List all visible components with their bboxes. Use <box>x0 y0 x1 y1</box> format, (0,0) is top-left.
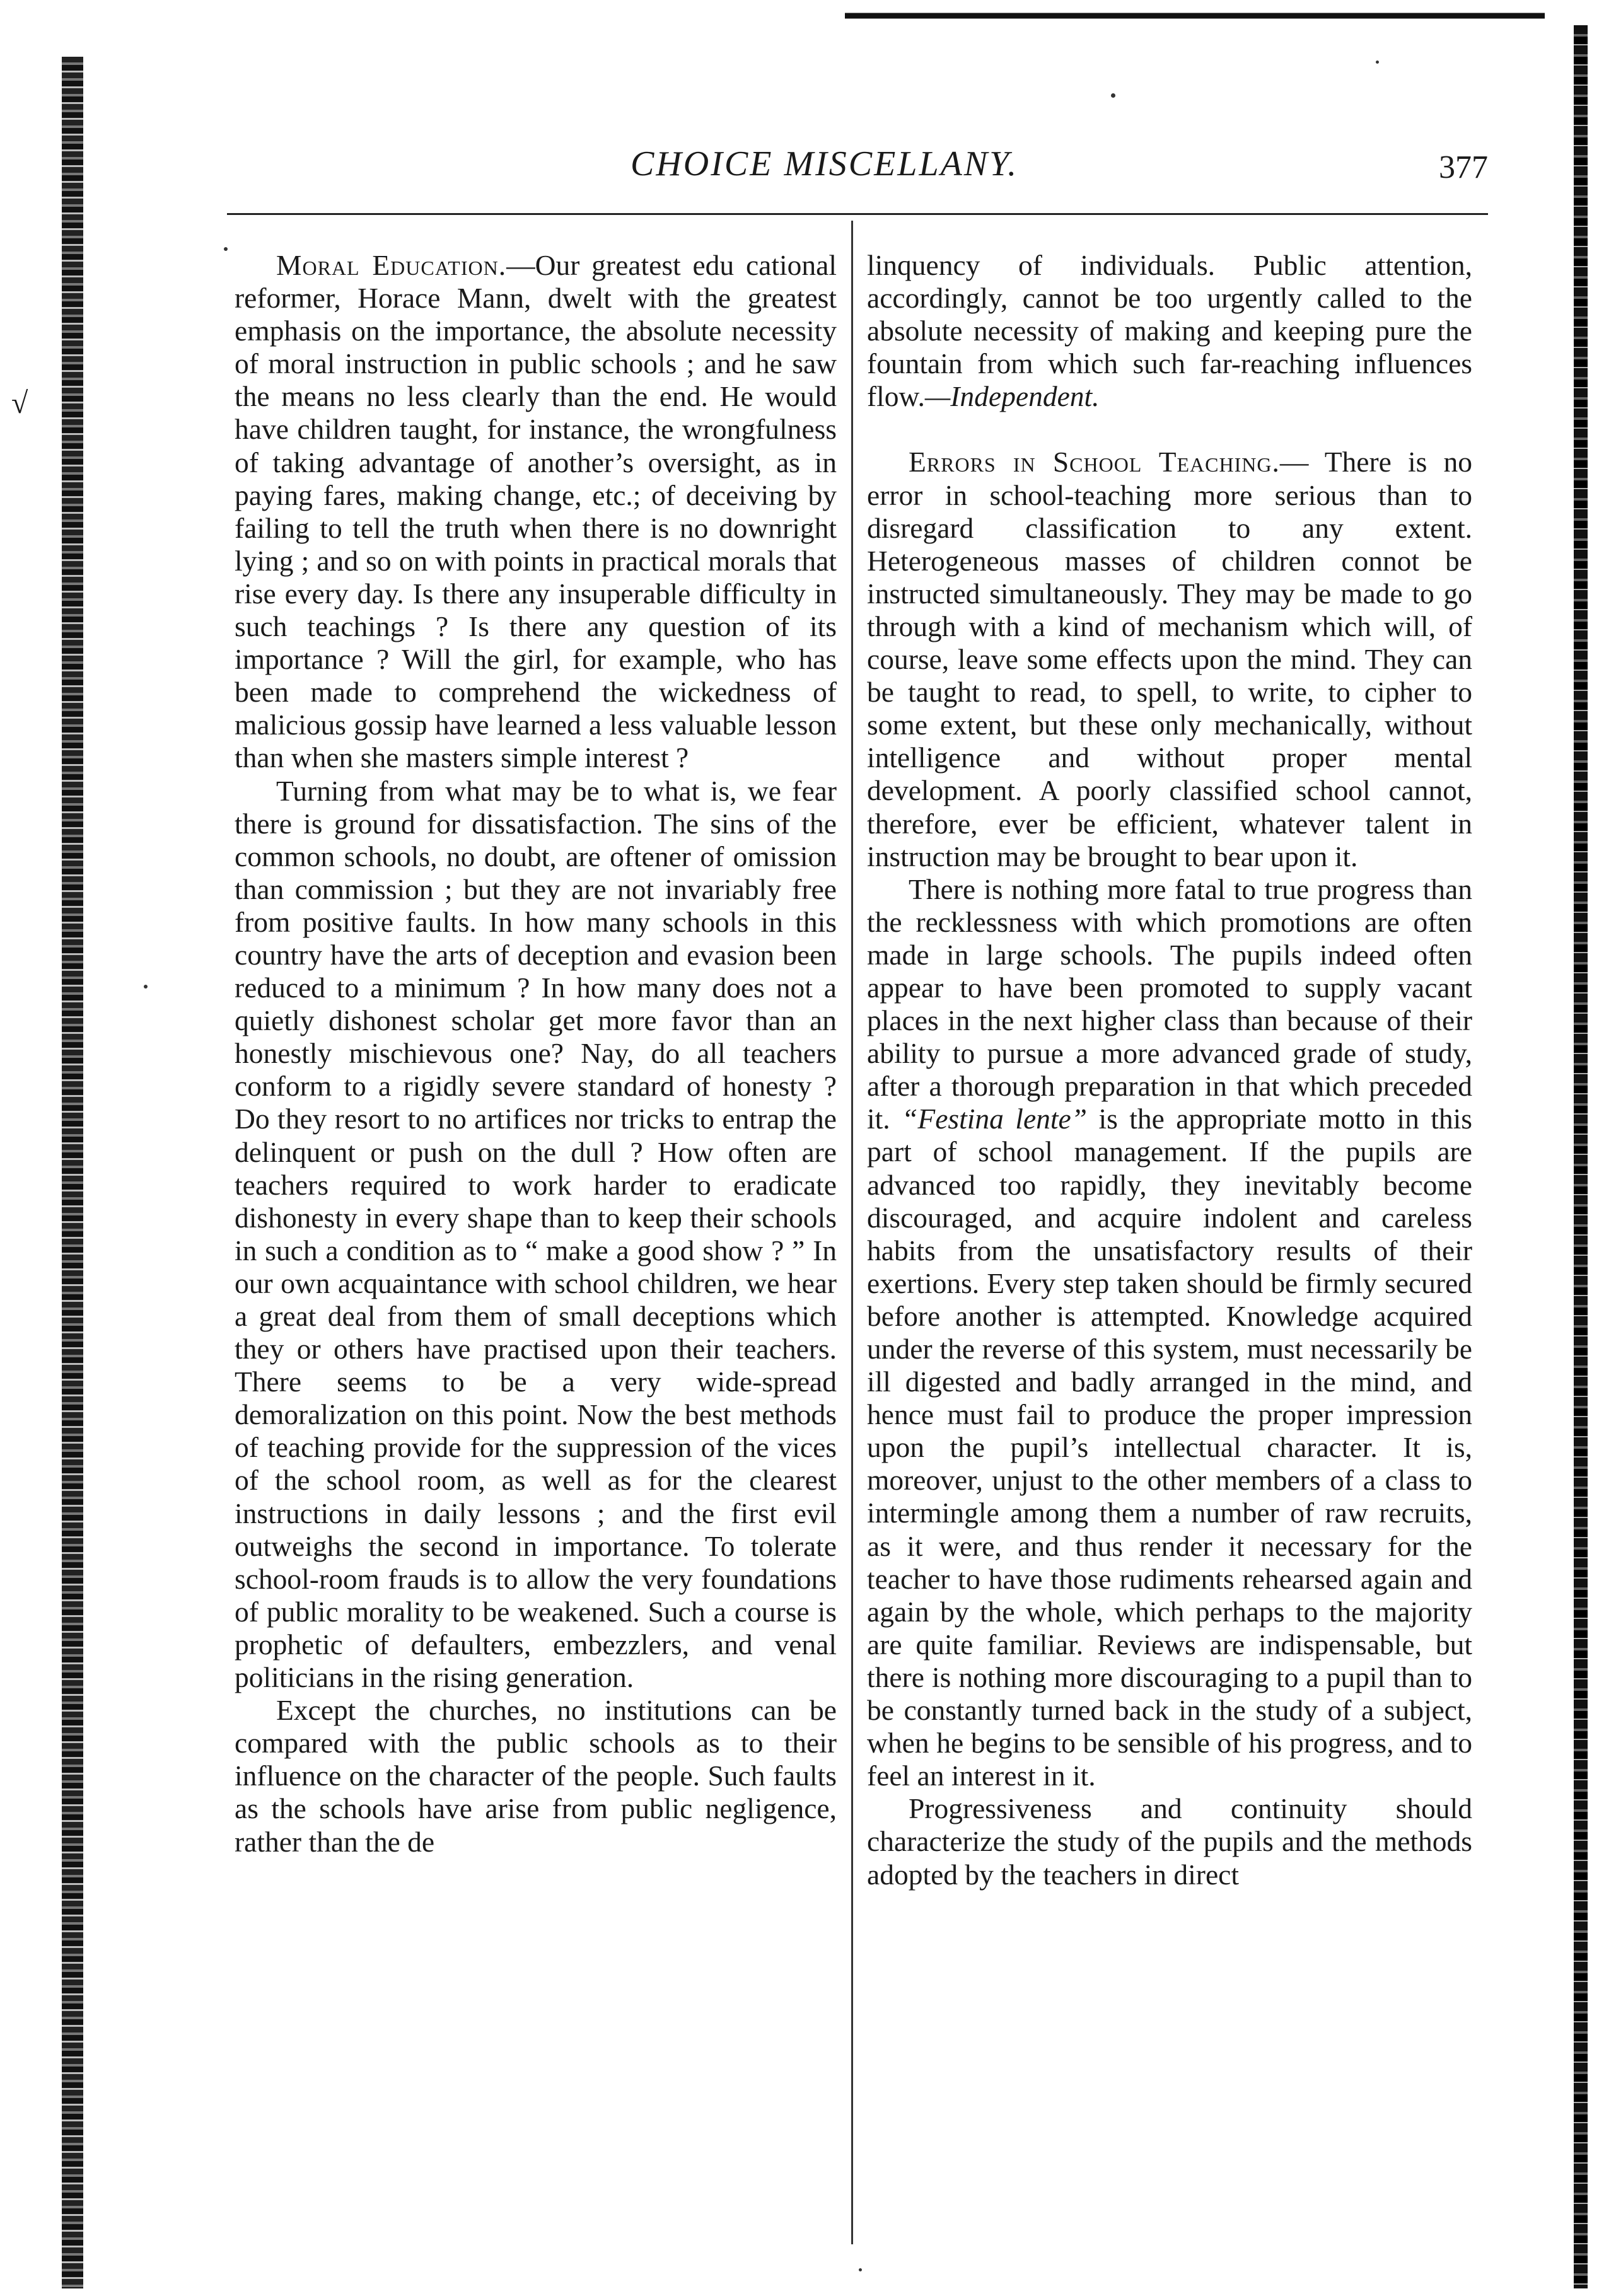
paragraph-text: — There is no error in school-teaching more serious than to disregard classification to any extent. Heterogeneous masses of children connot be instructed simultaneously. They may be made to go through with a kind of mechanism which will, of course, leave some effects upon the mind. They can be taught to read, to spell, to write, to cipher to some extent, but these only mechanically, without intelligence and without proper mental development. A poorly classified school cannot, therefore, ever be efficient, whatever talent in instruction may be brought to bear upon it. <box>867 446 1472 873</box>
margin-check-mark: √ <box>11 386 28 420</box>
left-column <box>235 249 837 1858</box>
paragraph-text: is the appropriate motto in this part of school management. If the pupils are advanced too rapidly, they inevitably become discouraged, and acquire indolent and careless habits from the unsatisfactory results of their exertions. Every step taken should be firmly secured before another is attempted. Knowledge acquired under the reverse of this system, must necessarily be ill digested and badly arranged in the mind, and hence must fail to produce the proper impression upon the pupil’s intellectual character. It is, moreover, unjust to the other members of a class to intermingle among them a number of raw recruits, as it were, and thus render it necessary for the teacher to have those rudiments rehearsed again and again by the whole, which perhaps to the majority are quite familiar. Reviews are indispensable, but there is nothing more discouraging to a pupil than to be constantly turned back in the study of a subject, when he begins to be sensible of his progress, and to feel an interest in it. <box>867 1103 1472 1792</box>
paragraph-text: There is nothing more fatal to true progress than the recklessness with which promotions are often made in large schools. The pupils indeed often appear to have been promoted to supply vacant places in the next higher class than because of their ability to pursue a more advanced grade of study, after a thorough preparation in that which preceded it. <box>867 873 1472 1135</box>
right-binding-edge <box>1574 25 1588 2288</box>
paragraph: Turning from what may be to what is, we fear there is ground for dissatisfaction. The sins of the common schools, no doubt, are oftener of omission than commission ; but they are not invariably free from positive faults. In how many schools in this country have the arts of deception and evasion been reduced to a minimum ? In how many does not a quietly dishonest scholar get more favor than an honestly mischievous one? Nay, do all teachers conform to a rigidly severe standard of honesty ? Do they resort to no artifices nor tricks to entrap the delinquent or push on the dull ? How often are teachers required to work harder to eradicate dishonesty in every shape than to keep their schools in such a condition as to “ make a good show ? ” In our own acquaintance with school children, we hear a great deal from them of small deceptions which they or others have practised upon their teachers. There seems to be a very wide-spread demoralization on this point. Now the best methods of teaching provide for the suppression of the vices of the school room, as well as for the clearest instructions in daily lessons ; and the first evil outweighs the second in importance. To tolerate school-room frauds is to allow the very foundations of public morality to be weakened. Such a course is prophetic of defaulters, embezzlers, and venal politicians in the rising generation. <box>235 774 837 1694</box>
header-rule <box>227 213 1488 215</box>
paragraph: Progressiveness and continuity should characterize the study of the pupils and the methods adopted by the teachers in direct <box>867 1792 1472 1891</box>
article-errors-in-school-teaching <box>867 446 1472 873</box>
article-heading: Moral Education. <box>276 249 507 281</box>
article-moral-education <box>235 249 837 775</box>
running-head <box>227 144 1488 194</box>
ink-speck <box>859 2268 862 2271</box>
running-title: CHOICE MISCELLANY. <box>631 144 1019 183</box>
paragraph: Except the churches, no institutions can be compared with the public schools as to their influence on the character of the people. Such faults as the schools have arise from public negligence, rather than the de <box>235 1694 837 1858</box>
latin-quote: “Festina lente” <box>902 1103 1088 1135</box>
source-attribution: —Independent. <box>924 380 1100 413</box>
top-edge-rule <box>845 9 1545 23</box>
article-heading: Errors in School Teaching. <box>909 446 1280 478</box>
left-binding-edge <box>62 57 83 2288</box>
paragraph <box>867 873 1472 1793</box>
paragraph-text: —Our greatest edu cational reformer, Horace Mann, dwelt with the greatest emphasis on the importance, the absolute necessity of moral instruction in public schools ; and he saw the means no less clearly than the end. He would have children taught, for instance, the wrongfulness of taking advantage of another’s oversight, as in paying fares, making change, etc.; of deceiving by failing to tell the truth when there is no downright lying ; and so on with points in practical morals that rise every day. Is there any insuperable difficulty in such teachings ? Is there any question of its importance ? Will the girl, for example, who has been made to comprehend the wickedness of malicious gossip have learned a less valuable lesson than when she masters simple interest ? <box>235 249 837 774</box>
right-column <box>867 249 1472 1891</box>
ink-speck <box>1111 93 1115 98</box>
column-divider <box>851 221 853 2244</box>
paragraph-text: linquency of individuals. Public attention, accordingly, cannot be too urgently called to the absolute necessity of making and keeping pure the fountain from which such far-reaching influences flow. <box>867 249 1472 413</box>
paragraph-continued <box>867 249 1472 413</box>
ink-speck <box>1376 61 1379 64</box>
ink-speck <box>224 247 228 251</box>
ink-speck <box>144 985 148 989</box>
page-number: 377 <box>1439 149 1488 185</box>
